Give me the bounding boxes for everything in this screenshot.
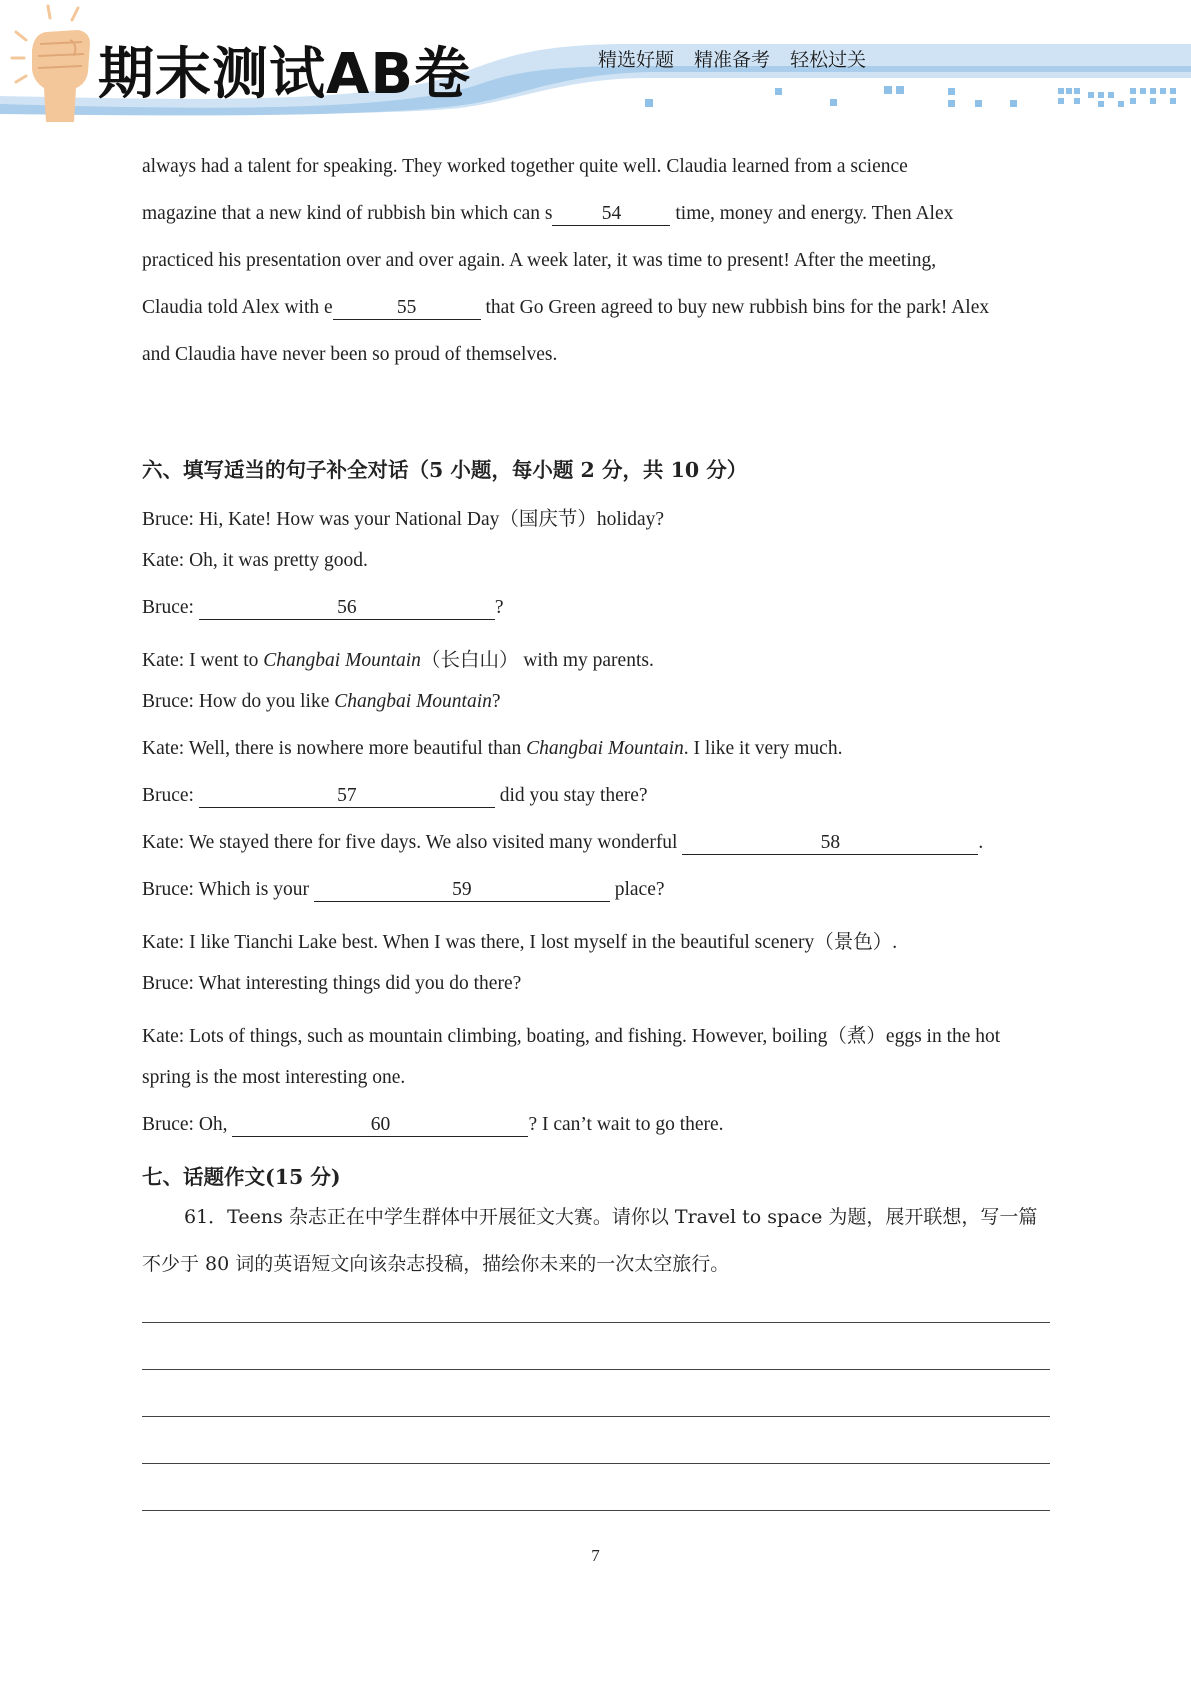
writing-line[interactable]: [142, 1510, 1050, 1511]
page-number: 7: [591, 1546, 600, 1565]
page-header: [0, 0, 1191, 125]
dialogue-text: Kate: Well, there is nowhere more beautiful than: [142, 738, 527, 759]
dialogue-line: Bruce: Hi, Kate! How was your National Day（国庆节）holiday?: [142, 509, 665, 530]
answer-blank-58[interactable]: [682, 832, 978, 855]
passage-text: that Go Green agreed to buy new rubbish bins for the park! Alex: [480, 297, 990, 318]
answer-blank-57[interactable]: [199, 785, 495, 808]
blank-number: 55: [396, 297, 417, 318]
raised-fist-icon: [8, 0, 98, 125]
dialogue-line: [142, 879, 665, 902]
dialogue-text: . I like it very much.: [683, 738, 843, 759]
passage-text: magazine that a new kind of rubbish bin which can s: [142, 203, 553, 224]
writing-line[interactable]: [142, 1369, 1050, 1370]
dialogue-text: ?: [491, 691, 501, 712]
blank-number: 54: [601, 203, 622, 224]
header-title: 期末测试AB卷: [98, 42, 472, 107]
place-name: Changbai Mountain: [263, 650, 421, 671]
dialogue-text: .: [978, 832, 984, 853]
passage-line-1: always had a talent for speaking. They worked together quite well. Claudia learned from a science: [142, 156, 908, 177]
blank-number: 56: [337, 597, 357, 618]
dialogue-line: [142, 785, 648, 808]
writing-line[interactable]: [142, 1416, 1050, 1417]
dialogue-line: Kate: Oh, it was pretty good.: [142, 550, 368, 571]
blank-number: 60: [370, 1114, 391, 1135]
dialogue-text: ?: [494, 597, 504, 618]
passage-line-2: [142, 203, 953, 226]
header-slogan: 精选好题 精准备考 轻松过关: [598, 49, 867, 71]
dialogue-text: Kate: I went to: [142, 650, 264, 671]
dialogue-line: spring is the most interesting one.: [142, 1067, 406, 1088]
answer-blank-59[interactable]: [314, 879, 610, 902]
dialogue-text: （长白山） with my parents.: [420, 650, 654, 671]
blank-number: 57: [337, 785, 357, 806]
writing-line[interactable]: [142, 1463, 1050, 1464]
passage-text: time, money and energy. Then Alex: [670, 203, 954, 224]
place-name: Changbai Mountain: [526, 738, 684, 759]
dialogue-text: Bruce: Which is your: [142, 879, 314, 900]
section-7-title: 七、话题作文(15 分): [142, 1165, 341, 1189]
dialogue-text: did you stay there?: [494, 785, 648, 806]
dialogue-text: place?: [609, 879, 665, 900]
dialogue-line: [142, 597, 504, 620]
dialogue-line: [142, 832, 983, 855]
dialogue-text: Kate: We stayed there for five days. We also visited many wonderful: [142, 832, 683, 853]
answer-blank-54[interactable]: [552, 203, 670, 226]
dialogue-line: Kate: Lots of things, such as mountain climbing, boating, and fishing. However, boiling（煮）eggs in the hot: [142, 1026, 1001, 1047]
dialogue-line: [142, 644, 654, 672]
dialogue-line: Kate: I like Tianchi Lake best. When I was there, I lost myself in the beautiful scenery（景色）.: [142, 932, 898, 953]
place-name: Changbai Mountain: [334, 691, 492, 712]
writing-line[interactable]: [142, 1322, 1050, 1323]
dialogue-text: Bruce: How do you like: [142, 691, 335, 712]
blank-number: 59: [452, 879, 472, 900]
dialogue-line: Bruce: What interesting things did you do there?: [142, 973, 522, 994]
passage-line-3: practiced his presentation over and over again. A week later, it was time to present! After the meeting,: [142, 250, 937, 271]
dialogue-text: ? I can’t wait to go there.: [528, 1114, 724, 1135]
dialogue-speaker: Bruce:: [142, 597, 199, 618]
answer-blank-60[interactable]: [232, 1114, 528, 1137]
passage-line-5: and Claudia have never been so proud of themselves.: [142, 344, 558, 365]
passage-line-4: [142, 297, 989, 320]
answer-blank-55[interactable]: [333, 297, 481, 320]
essay-prompt: 61．Teens 杂志正在中学生群体中开展征文大赛。请你以 Travel to space 为题，展开联想，写一篇不少于 80 词的英语短文向该杂志投稿，描绘你未来的一次太空旅行。: [142, 1206, 1038, 1275]
dialogue-speaker: Bruce: Oh,: [142, 1114, 233, 1135]
dialogue-line: [142, 691, 501, 713]
dialogue-line: [142, 1114, 724, 1137]
answer-blank-56[interactable]: [199, 597, 495, 620]
passage-text: Claudia told Alex with e: [142, 297, 333, 318]
section-6-title: 六、填写适当的句子补全对话（5 小题，每小题 2 分，共 10 分）: [142, 458, 748, 482]
dialogue-line: [142, 738, 842, 760]
dialogue-speaker: Bruce:: [142, 785, 199, 806]
blank-number: 58: [820, 832, 841, 853]
